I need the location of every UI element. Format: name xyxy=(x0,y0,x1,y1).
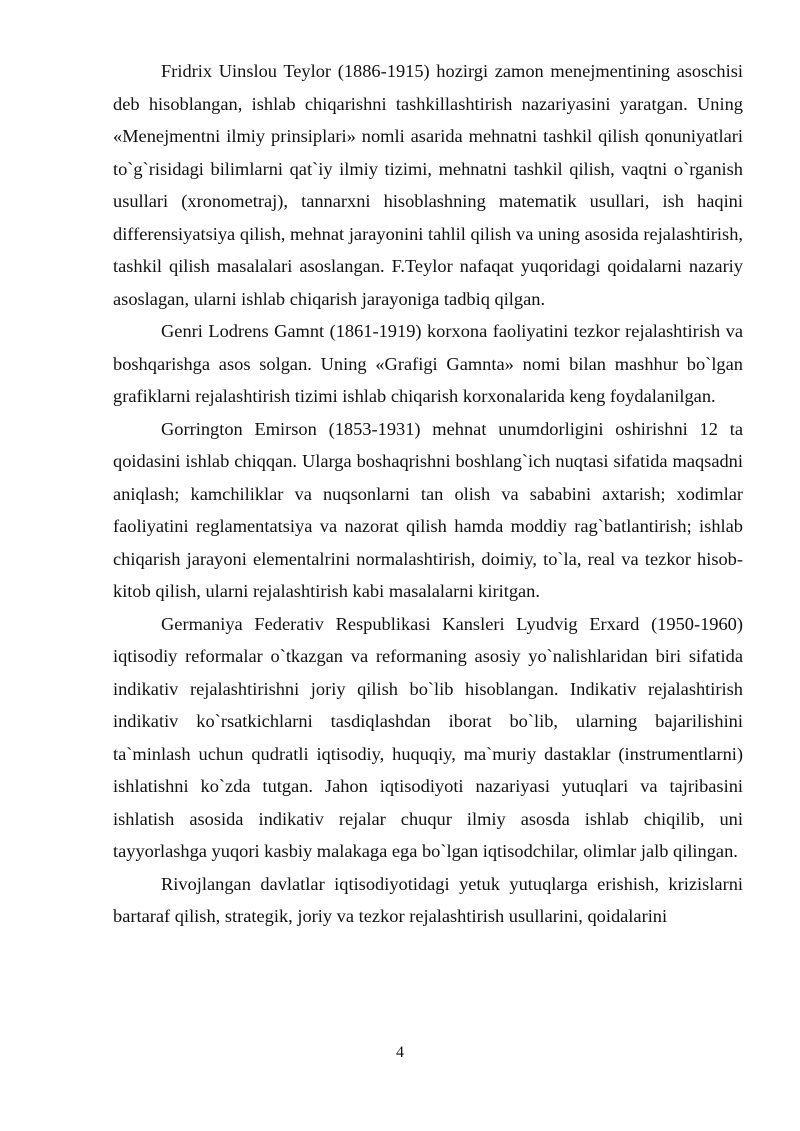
document-body xyxy=(113,55,743,933)
paragraph-rivojlangan: Rivojlangan davlatlar iqtisodiyotidagi yetuk yutuqlarga erishish, krizislarni bartaraf qilish, strategik, joriy va tezkor rejalashtirish usullarini, qoidalarini xyxy=(113,873,743,926)
paragraph-erxard: Germaniya Federativ Respublikasi Kansleri Lyudvig Erxard (1950-1960) iqtisodiy reformalar o`tkazgan va reformaning asosiy yo`nalishlaridan biri sifatida indikativ rejalashtirishni joriy qilish bo`lib hisoblangan. Indikativ rejalashtirish indikativ ko`rsatkichlarni tasdiqlashdan iborat bo`lib, ularning bajarilishini ta`minlash uchun qudratli iqtisodiy, huquqiy, ma`muriy dastaklar (instrumentlarni) ishlatishni ko`zda tutgan. Jahon iqtisodiyoti nazariyasi yutuqlari va tajribasini ishlatish asosida indikativ rejalar chuqur ilmiy asosda ishlab chiqilib, uni tayyorlashga yuqori kasbiy malakaga ega bo`lgan iqtisodchilar, olimlar jalb qilingan. xyxy=(113,613,743,861)
paragraph-gamnt: Genri Lodrens Gamnt (1861-1919) korxona faoliyatini tezkor rejalashtirish va boshqarishga asos solgan. Uning «Grafigi Gamnta» nomi bilan mashhur bo`lgan grafiklarni rejalashtirish tizimi ishlab chiqarish korxonalarida keng foydalanilgan. xyxy=(113,321,743,406)
paragraph-teylor: Fridrix Uinslou Teylor (1886-1915) hozirgi zamon menejmentining asoschisi deb hisoblangan, ishlab chiqarishni tashkillashtirish nazariyasini yaratgan. Uning «Menejmentni ilmiy prinsiplari» nomli asarida mehnatni tashkil qilish qonuniyatlari to`g`risidagi bilimlarni qat`iy ilmiy tizimi, mehnatni tashkil qilish, vaqtni o`rganish usullari (xronometraj), tannarxni hisoblashning matematik usullari, ish haqini differensiyatsiya qilish, mehnat jarayonini tahlil qilish va uning asosida rejalashtirish, tashkil qilish masalalari asoslangan. F.Teylor nafaqat yuqoridagi qoidalarni nazariy asoslagan, ularni ishlab chiqarish jarayoniga tadbiq qilgan. xyxy=(113,61,743,309)
page-number: 4 xyxy=(396,1044,404,1061)
paragraph-emirson: Gorrington Emirson (1853-1931) mehnat unumdorligini oshirishni 12 ta qoidasini ishlab chiqqan. Ularga boshaqrishni boshlang`ich nuqtasi sifatida maqsadni aniqlash; kamchiliklar va nuqsonlarni tan olish va sababini axtarish; xodimlar faoliyatini reglamentatsiya va nazorat qilish hamda moddiy rag`batlantirish; ishlab chiqarish jarayoni elementalrini normalashtirish, doimiy, to`la, real va tezkor hisob-kitob qilish, ularni rejalashtirish kabi masalalarni kiritgan. xyxy=(113,418,743,601)
